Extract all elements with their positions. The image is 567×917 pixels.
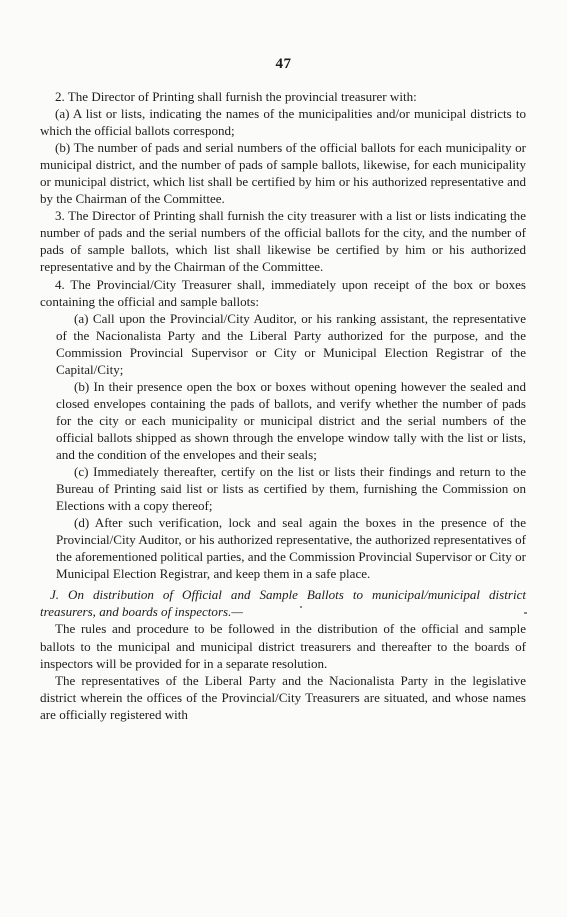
paragraph-4d: (d) After such verification, lock and seal again the boxes in the presence of the Provincial/City Auditor, or his authorized representative, the authorized representatives of the aforementioned political parties, and the Commission Provincial Supervisor or City or Municipal Election Registrar, and keep them in a safe place. bbox=[56, 515, 526, 582]
paragraph-rules: The rules and procedure to be followed in the distribution of the official and sample ballots to the municipal and municipal district treasurers and thereafter to the boards of inspectors will be provided for in a separate resolution. bbox=[40, 621, 526, 671]
page-number: 47 bbox=[275, 56, 292, 72]
section-heading-j: J. On distribution of Official and Sample Ballots to municipal/municipal district treasurers, and boards of inspectors.— bbox=[40, 587, 526, 620]
paragraph-2: 2. The Director of Printing shall furnish the provincial treasurer with: bbox=[55, 89, 417, 104]
paragraph-4c: (c) Immediately thereafter, certify on the list or lists their findings and return to the Bureau of Printing said list or lists as certified by them, furnishing the Commission on Elections with a copy thereof; bbox=[56, 464, 526, 514]
document-body bbox=[40, 88, 526, 723]
scan-speck bbox=[524, 612, 527, 614]
scan-speck bbox=[300, 606, 302, 608]
paragraph-4a: (a) Call upon the Provincial/City Auditor, or his ranking assistant, the representative of the Nacionalista Party and the Liberal Party authorized for the purpose, and the Commission Provincial Supervisor or City or Municipal Election Registrar of the Capital/City; bbox=[56, 310, 526, 377]
paragraph-4: 4. The Provincial/City Treasurer shall, immediately upon receipt of the box or boxes containing the official and sample ballots: bbox=[40, 276, 526, 309]
paragraph-4b: (b) In their presence open the box or boxes without opening however the sealed and closed envelopes containing the pads of ballots, and verify whether the number of pads for the city or each municipality or municipal district and the serial numbers of the official ballots shipped as shown through the envelope window tally with the list or lists, and the condition of the envelopes and their seals; bbox=[56, 378, 526, 462]
paragraph-4-items bbox=[40, 310, 526, 583]
paragraph-2a: (a) A list or lists, indicating the names of the municipalities and/or municipal districts to which the official ballots correspond; bbox=[40, 106, 526, 139]
paragraph-3: 3. The Director of Printing shall furnish the city treasurer with a list or lists indicating the number of pads and the serial numbers of the official ballots for the city, and the number of pads of sample ballots, which list shall likewise be certified by him or his authorized representative and by the Chairman of the Committee. bbox=[40, 208, 526, 275]
paragraph-2b: (b) The number of pads and serial numbers of the official ballots for each municipality or municipal district, and the number of pads of sample ballots, likewise, for each municipality or municipal district, which list shall be certified by him or his authorized representative and by the Chairman of the Committee. bbox=[40, 140, 526, 207]
paragraph-representatives: The representatives of the Liberal Party and the Nacionalista Party in the legislative district wherein the offices of the Provincial/City Treasurers are situated, and whose names are officially registered with bbox=[40, 672, 526, 722]
